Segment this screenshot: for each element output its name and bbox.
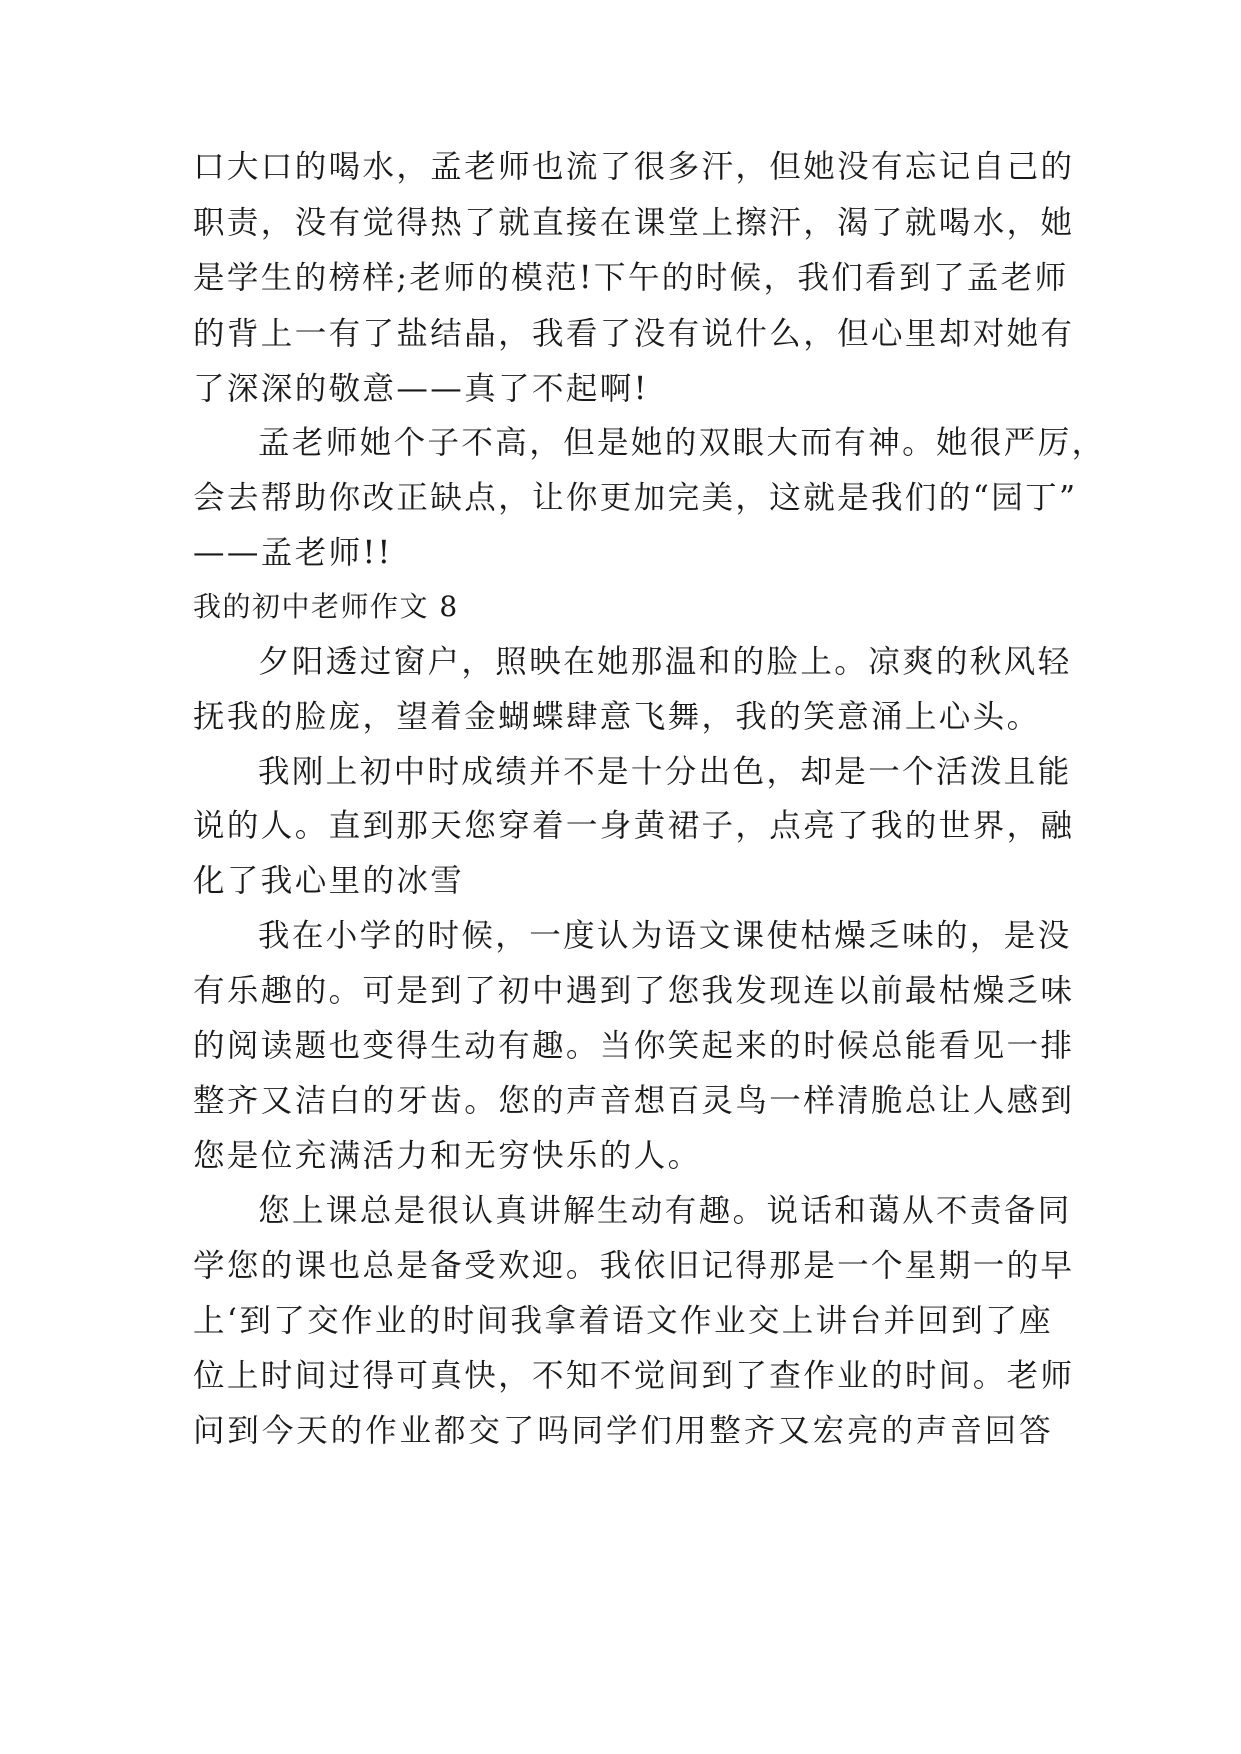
paragraph-first-line: 夕阳透过窗户，照映在她那温和的脸上。凉爽的秋风轻 xyxy=(258,644,1072,680)
section-heading: 我的初中老师作文 8 xyxy=(193,590,459,623)
body-text-line: 的阅读题也变得生动有趣。当你笑起来的时候总能看见一排 xyxy=(193,1028,1075,1064)
body-text-line: 说的人。直到那天您穿着一身黄裙子，点亮了我的世界，融 xyxy=(193,808,1075,844)
body-text-line: 口大口的喝水，孟老师也流了很多汗，但她没有忘记自己的 xyxy=(193,149,1075,185)
paragraph-first-line: 我在小学的时候，一度认为语文课使枯燥乏味的，是没 xyxy=(258,918,1072,954)
body-text-line: 学您的课也总是备受欢迎。我依旧记得那是一个星期一的早 xyxy=(193,1248,1075,1284)
body-text-line: 抚我的脸庞，望着金蝴蝶肆意飞舞，我的笑意涌上心头。 xyxy=(193,699,1041,735)
paragraph-first-line: 孟老师她个子不高，但是她的双眼大而有神。她很严厉， xyxy=(258,425,1106,461)
body-text-line: 上‘到了交作业的时间我拿着语文作业交上讲台并回到了座 xyxy=(193,1303,1053,1339)
body-text-line: ——孟老师!! xyxy=(193,535,393,571)
body-text-line: 是学生的榜样;老师的模范!下午的时候，我们看到了孟老师 xyxy=(193,260,1069,296)
paragraph-first-line: 我刚上初中时成绩并不是十分出色，却是一个活泼且能 xyxy=(258,754,1072,790)
body-text-line: 会去帮助你改正缺点，让你更加完美，这就是我们的“园丁” xyxy=(193,480,1078,516)
body-text-line: 问到今天的作业都交了吗同学们用整齐又宏亮的声音回答 xyxy=(193,1413,1053,1449)
body-text-line: 化了我心里的冰雪 xyxy=(193,863,465,899)
body-text-line: 有乐趣的。可是到了初中遇到了您我发现连以前最枯燥乏味 xyxy=(193,973,1075,1009)
body-text-line: 位上时间过得可真快，不知不觉间到了查作业的时间。老师 xyxy=(193,1358,1075,1394)
paragraph-first-line: 您上课总是很认真讲解生动有趣。说话和蔼从不责备同 xyxy=(258,1193,1072,1229)
body-text-line: 整齐又洁白的牙齿。您的声音想百灵鸟一样清脆总让人感到 xyxy=(193,1083,1075,1119)
body-text-line: 您是位充满活力和无穷快乐的人。 xyxy=(193,1138,702,1174)
body-text-line: 的背上一有了盐结晶，我看了没有说什么，但心里却对她有 xyxy=(193,316,1075,352)
body-text-line: 了深深的敬意——真了不起啊! xyxy=(193,371,649,407)
body-text-line: 职责，没有觉得热了就直接在课堂上擦汗，渴了就喝水，她 xyxy=(193,205,1075,241)
